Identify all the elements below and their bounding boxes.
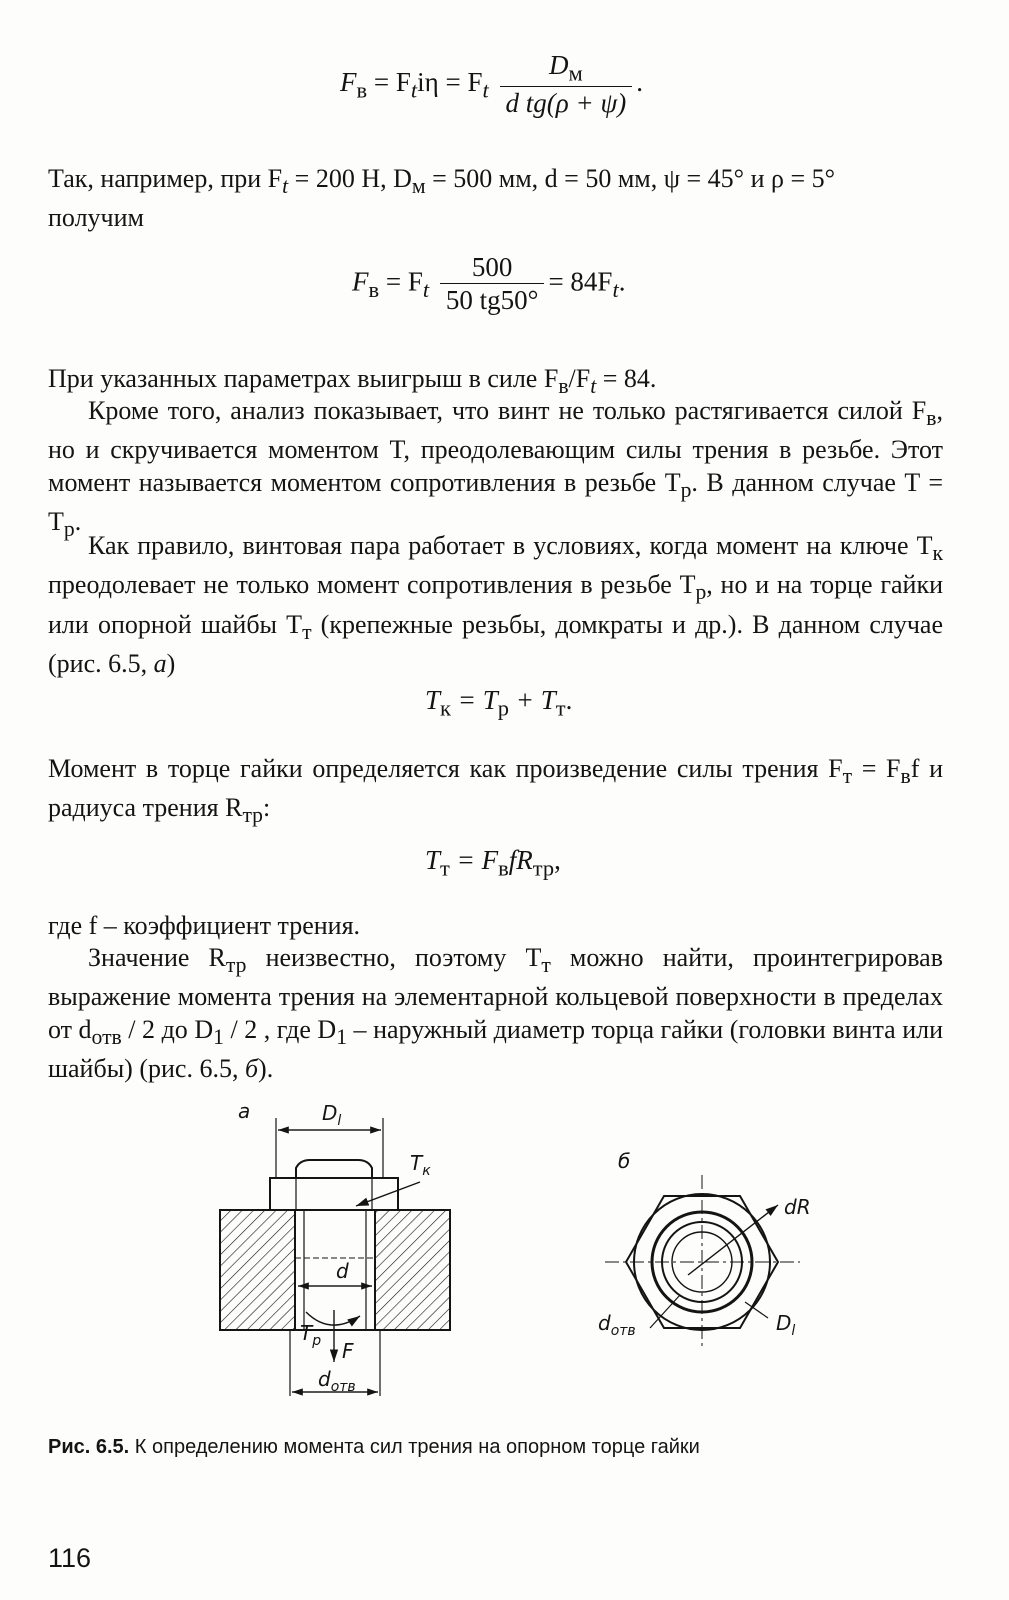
paragraph-example: Так, например, при $F_t = 200$ Н, $D_м = 500$ мм, d = 50 мм, ψ = 45° и ρ = 5° получим [48, 164, 836, 233]
label-Tk: $T_к$ [410, 1151, 431, 1179]
figure-label-b: б [618, 1149, 631, 1173]
label-F: F [342, 1339, 354, 1363]
label-D1-b: $D_l$ [776, 1311, 796, 1339]
paragraph-screw-pair: Как правило, винтовая пара работает в условиях, когда момент на ключе $T_к$ преодолевает не только момент сопротивления в резьбе $T_р$, но и на торце гайки или опорной шайбы $T_т$ (крепежные резьбы, домкраты и др.). В данном случае (рис. 6.5, а) [48, 531, 943, 679]
figure-6-5 [0, 1090, 1009, 1420]
formula-friction-torque: $T_т = F_вfR_{тр}$, [425, 845, 561, 881]
label-Tp: $T_р$ [300, 1321, 322, 1349]
label-d-otv-b: $d_{отв}$ [598, 1311, 636, 1339]
formula-torque-sum: $T_к = T_р + T_т$. [425, 685, 573, 721]
paragraph-friction-moment: Момент в торце гайки определяется как произведение силы трения $F_т = F_вf$ и радиуса трения $R_{тр}$: [48, 754, 943, 828]
paragraph-gain: При указанных параметрах выигрыш в силе $F_в/F_t = 84$. [48, 364, 657, 399]
fraction: $\frac{D_м}{\text{d tg(ρ + ψ)}}$ [500, 50, 633, 120]
paragraph-where: где f – коэффициент трения. [48, 911, 361, 940]
formula-example: $F_в = F_t$ $\frac{500}{50 tg50^\circ}$ = $84F_t$. [352, 252, 626, 316]
label-d-otv: $d_{отв}$ [318, 1367, 356, 1395]
formula-force: $F_в = F_ti\eta = F_t$ $\frac{D_м}{\text{d tg(ρ + ψ)}}$ . [340, 50, 643, 119]
label-D1: $D_l$ [322, 1101, 342, 1129]
label-d: d [336, 1259, 349, 1283]
paragraph-integration: Значение $R_{тр}$ неизвестно, поэтому $T_т$ можно найти, проинтегрировав выражение момента трения на элементарной кольцевой поверхности в пределах от $d_{отв} / 2$ до $D_1 / 2$ , где $D_1$ – наружный диаметр торца гайки (головки винта или шайбы) (рис. 6.5, б). [48, 943, 943, 1084]
figure-b-nut-face [598, 1149, 811, 1350]
figure-label-a: а [238, 1099, 251, 1123]
figure-a-bolt-section [220, 1099, 450, 1396]
page-number: 116 [48, 1543, 92, 1573]
fraction: $\frac{500}{50 tg50^\circ}$ [440, 252, 545, 316]
paragraph-torque: Кроме того, анализ показывает, что винт не только растягивается силой $F_в$, но и скручивается моментом T, преодолевающим силы трения в резьбе. Этот момент называется моментом сопротивления в резьбе $T_р$. В данном случае $T = T_р$. [48, 396, 943, 542]
label-dR: dR [784, 1195, 811, 1219]
figure-caption: Рис. 6.5. К определению момента сил трения на опорном торце гайки [48, 1436, 700, 1458]
